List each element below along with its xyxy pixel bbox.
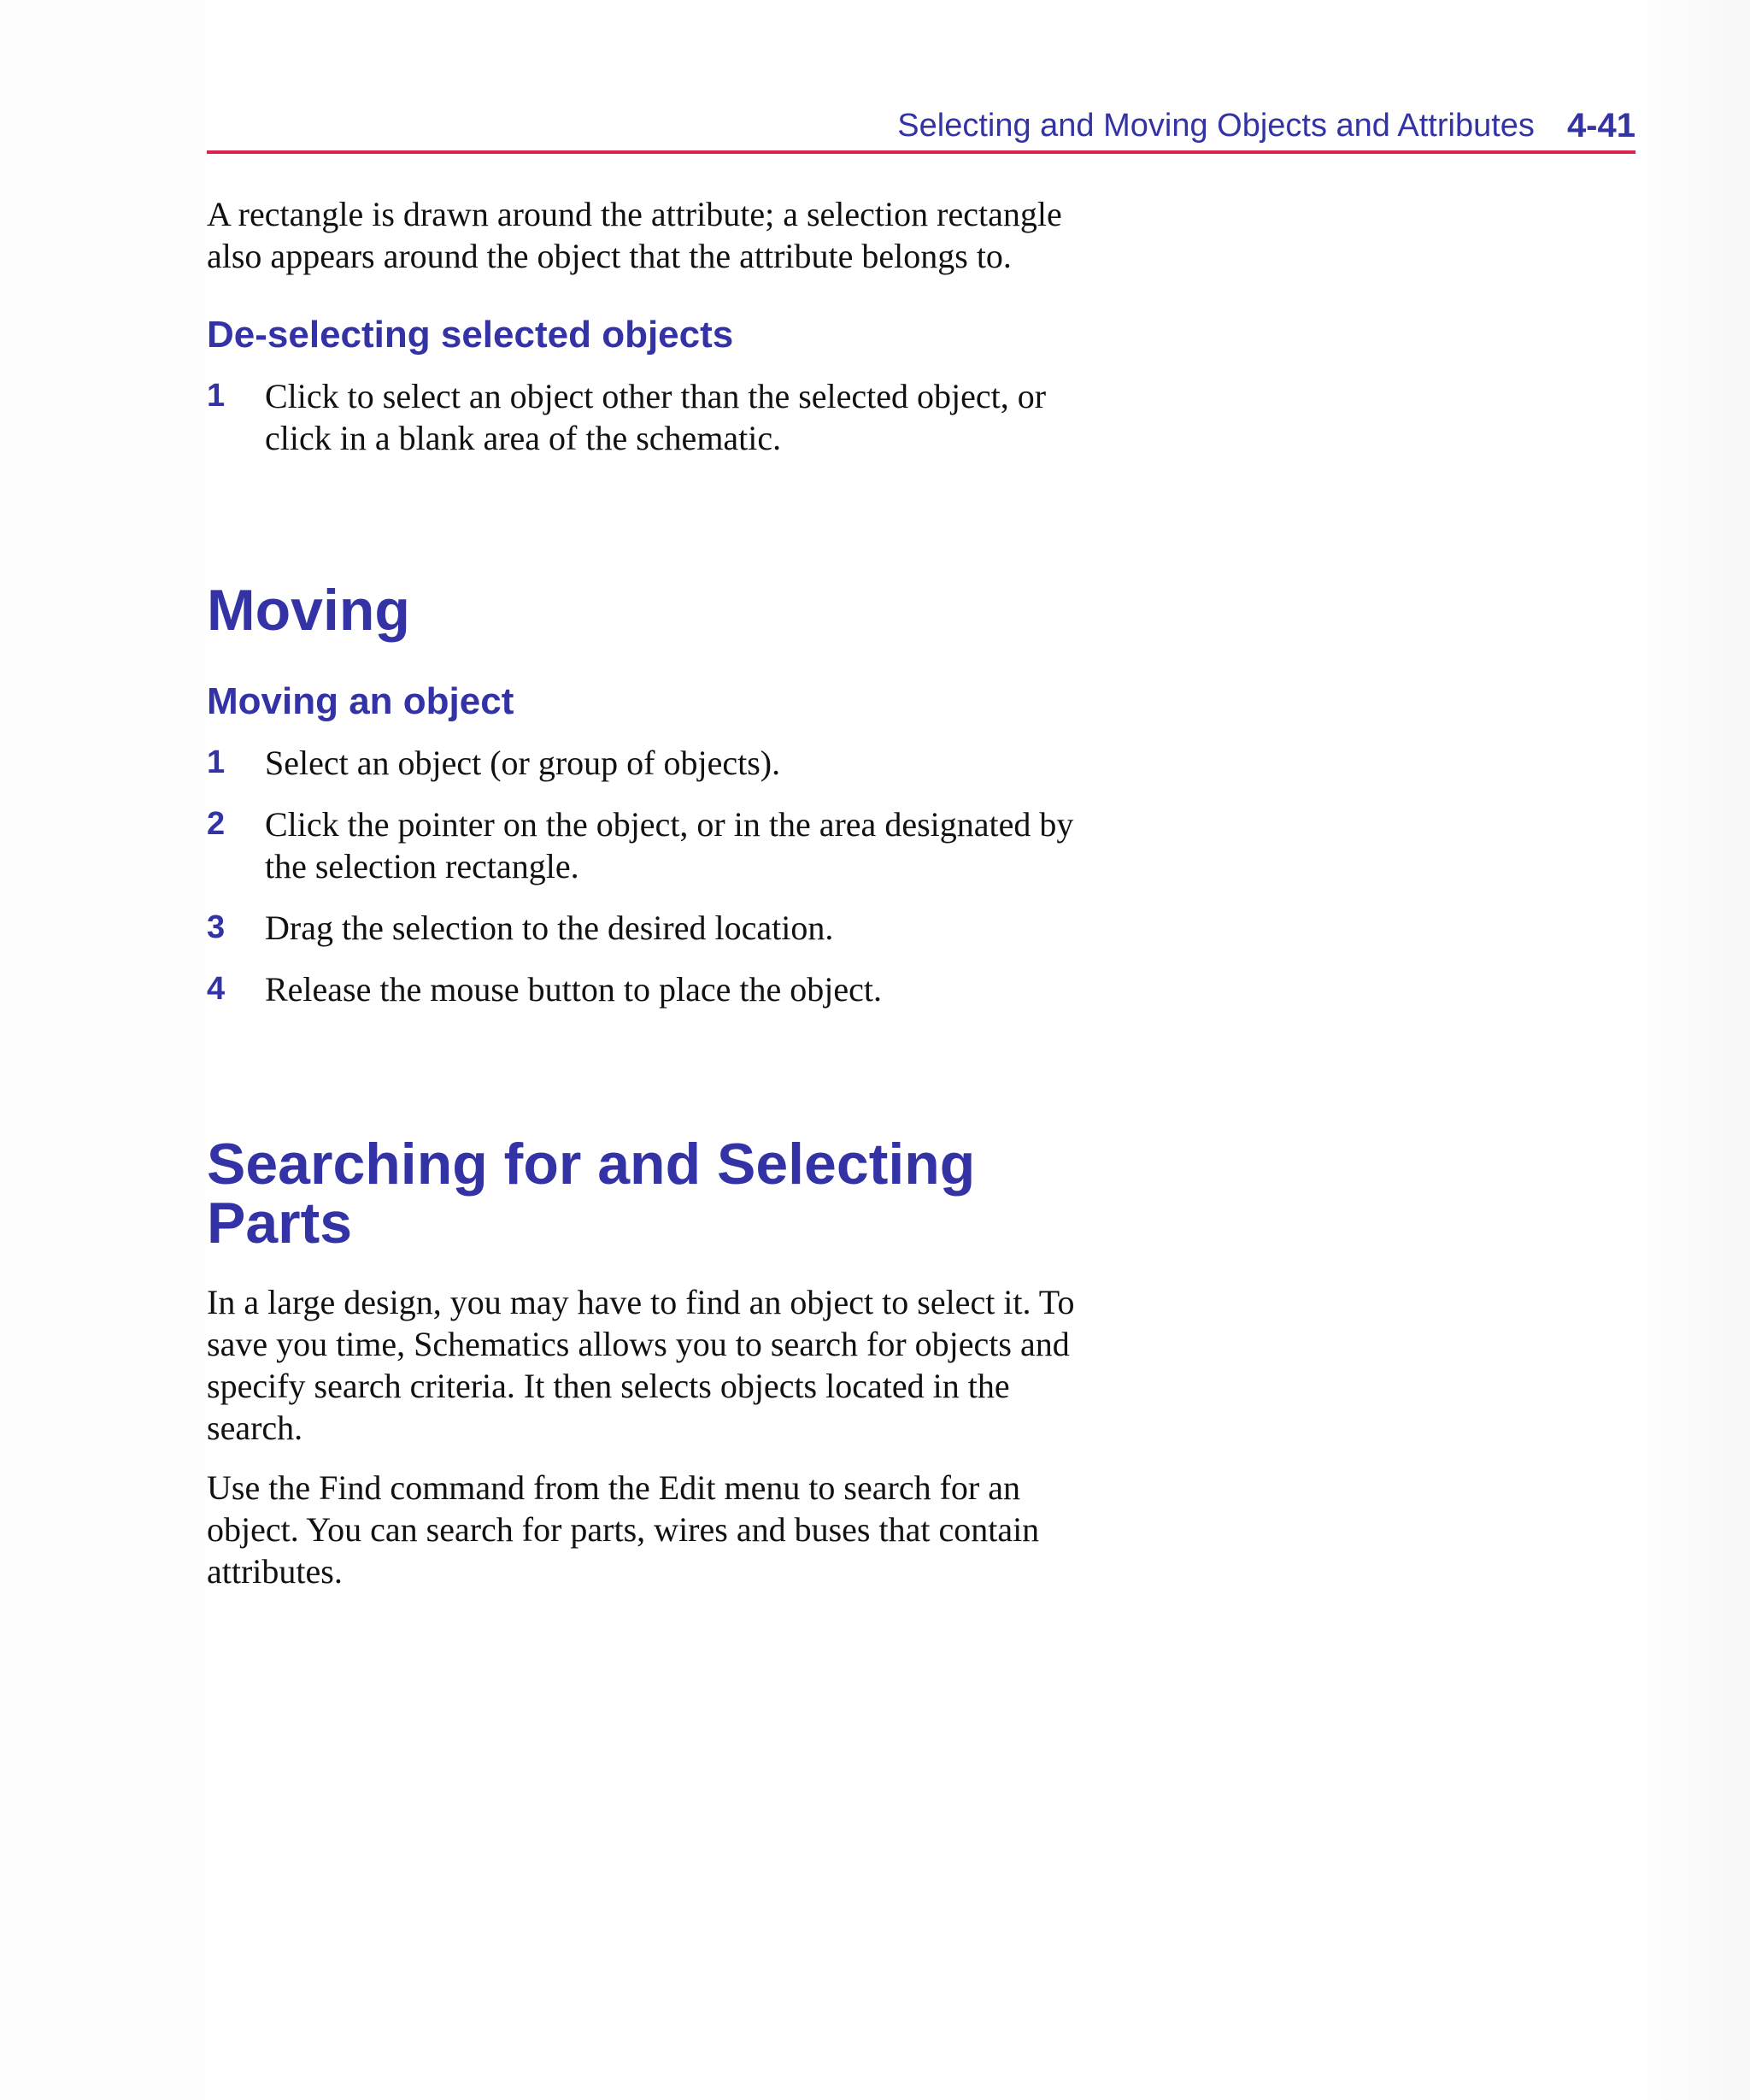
running-header	[207, 101, 1635, 150]
searching-heading: Searching for and Selecting Parts	[207, 1132, 976, 1256]
moving-step-1	[207, 742, 1113, 784]
step-text: Release the mouse button to place the object.	[265, 970, 882, 1009]
step-text: Click the pointer on the object, or in the area designated by the selection rectangle.	[265, 805, 1074, 885]
moving-object-heading: Moving an object	[207, 680, 514, 722]
step-number: 4	[207, 971, 226, 1007]
running-header-title: Selecting and Moving Objects and Attributes	[897, 108, 1535, 144]
page-margin-left	[0, 0, 205, 2100]
step-text: Drag the selection to the desired location.	[265, 909, 834, 947]
page-number: 4-41	[1566, 107, 1635, 144]
intro-paragraph: A rectangle is drawn around the attribute; a selection rectangle also appears around the object that the attribute belongs to.	[207, 195, 1062, 275]
moving-step-3	[207, 907, 1113, 949]
searching-paragraph-2: Use the Find command from the Edit menu to search for an object. You can search for parts, wires and buses that contain attributes.	[207, 1468, 1040, 1591]
step-number: 1	[207, 744, 226, 780]
moving-heading: Moving	[207, 578, 410, 643]
deselecting-heading: De-selecting selected objects	[207, 314, 734, 356]
step-text: Click to select an object other than the selected object, or click in a blank area of the schematic.	[265, 377, 1047, 457]
moving-step-4	[207, 968, 1113, 1010]
step-number: 3	[207, 909, 226, 945]
searching-paragraph-1: In a large design, you may have to find an object to select it. To save you time, Schematics allows you to search for objects and specify search criteria. It then selects objects located in the search.	[207, 1283, 1075, 1447]
step-number: 2	[207, 806, 226, 842]
deselecting-step	[207, 375, 1113, 459]
page-margin-right	[1628, 0, 1750, 2100]
moving-step-2	[207, 803, 1113, 887]
main-content	[207, 193, 1147, 1592]
step-number: 1	[207, 378, 226, 414]
step-text: Select an object (or group of objects).	[265, 744, 781, 782]
header-rule	[207, 150, 1635, 154]
